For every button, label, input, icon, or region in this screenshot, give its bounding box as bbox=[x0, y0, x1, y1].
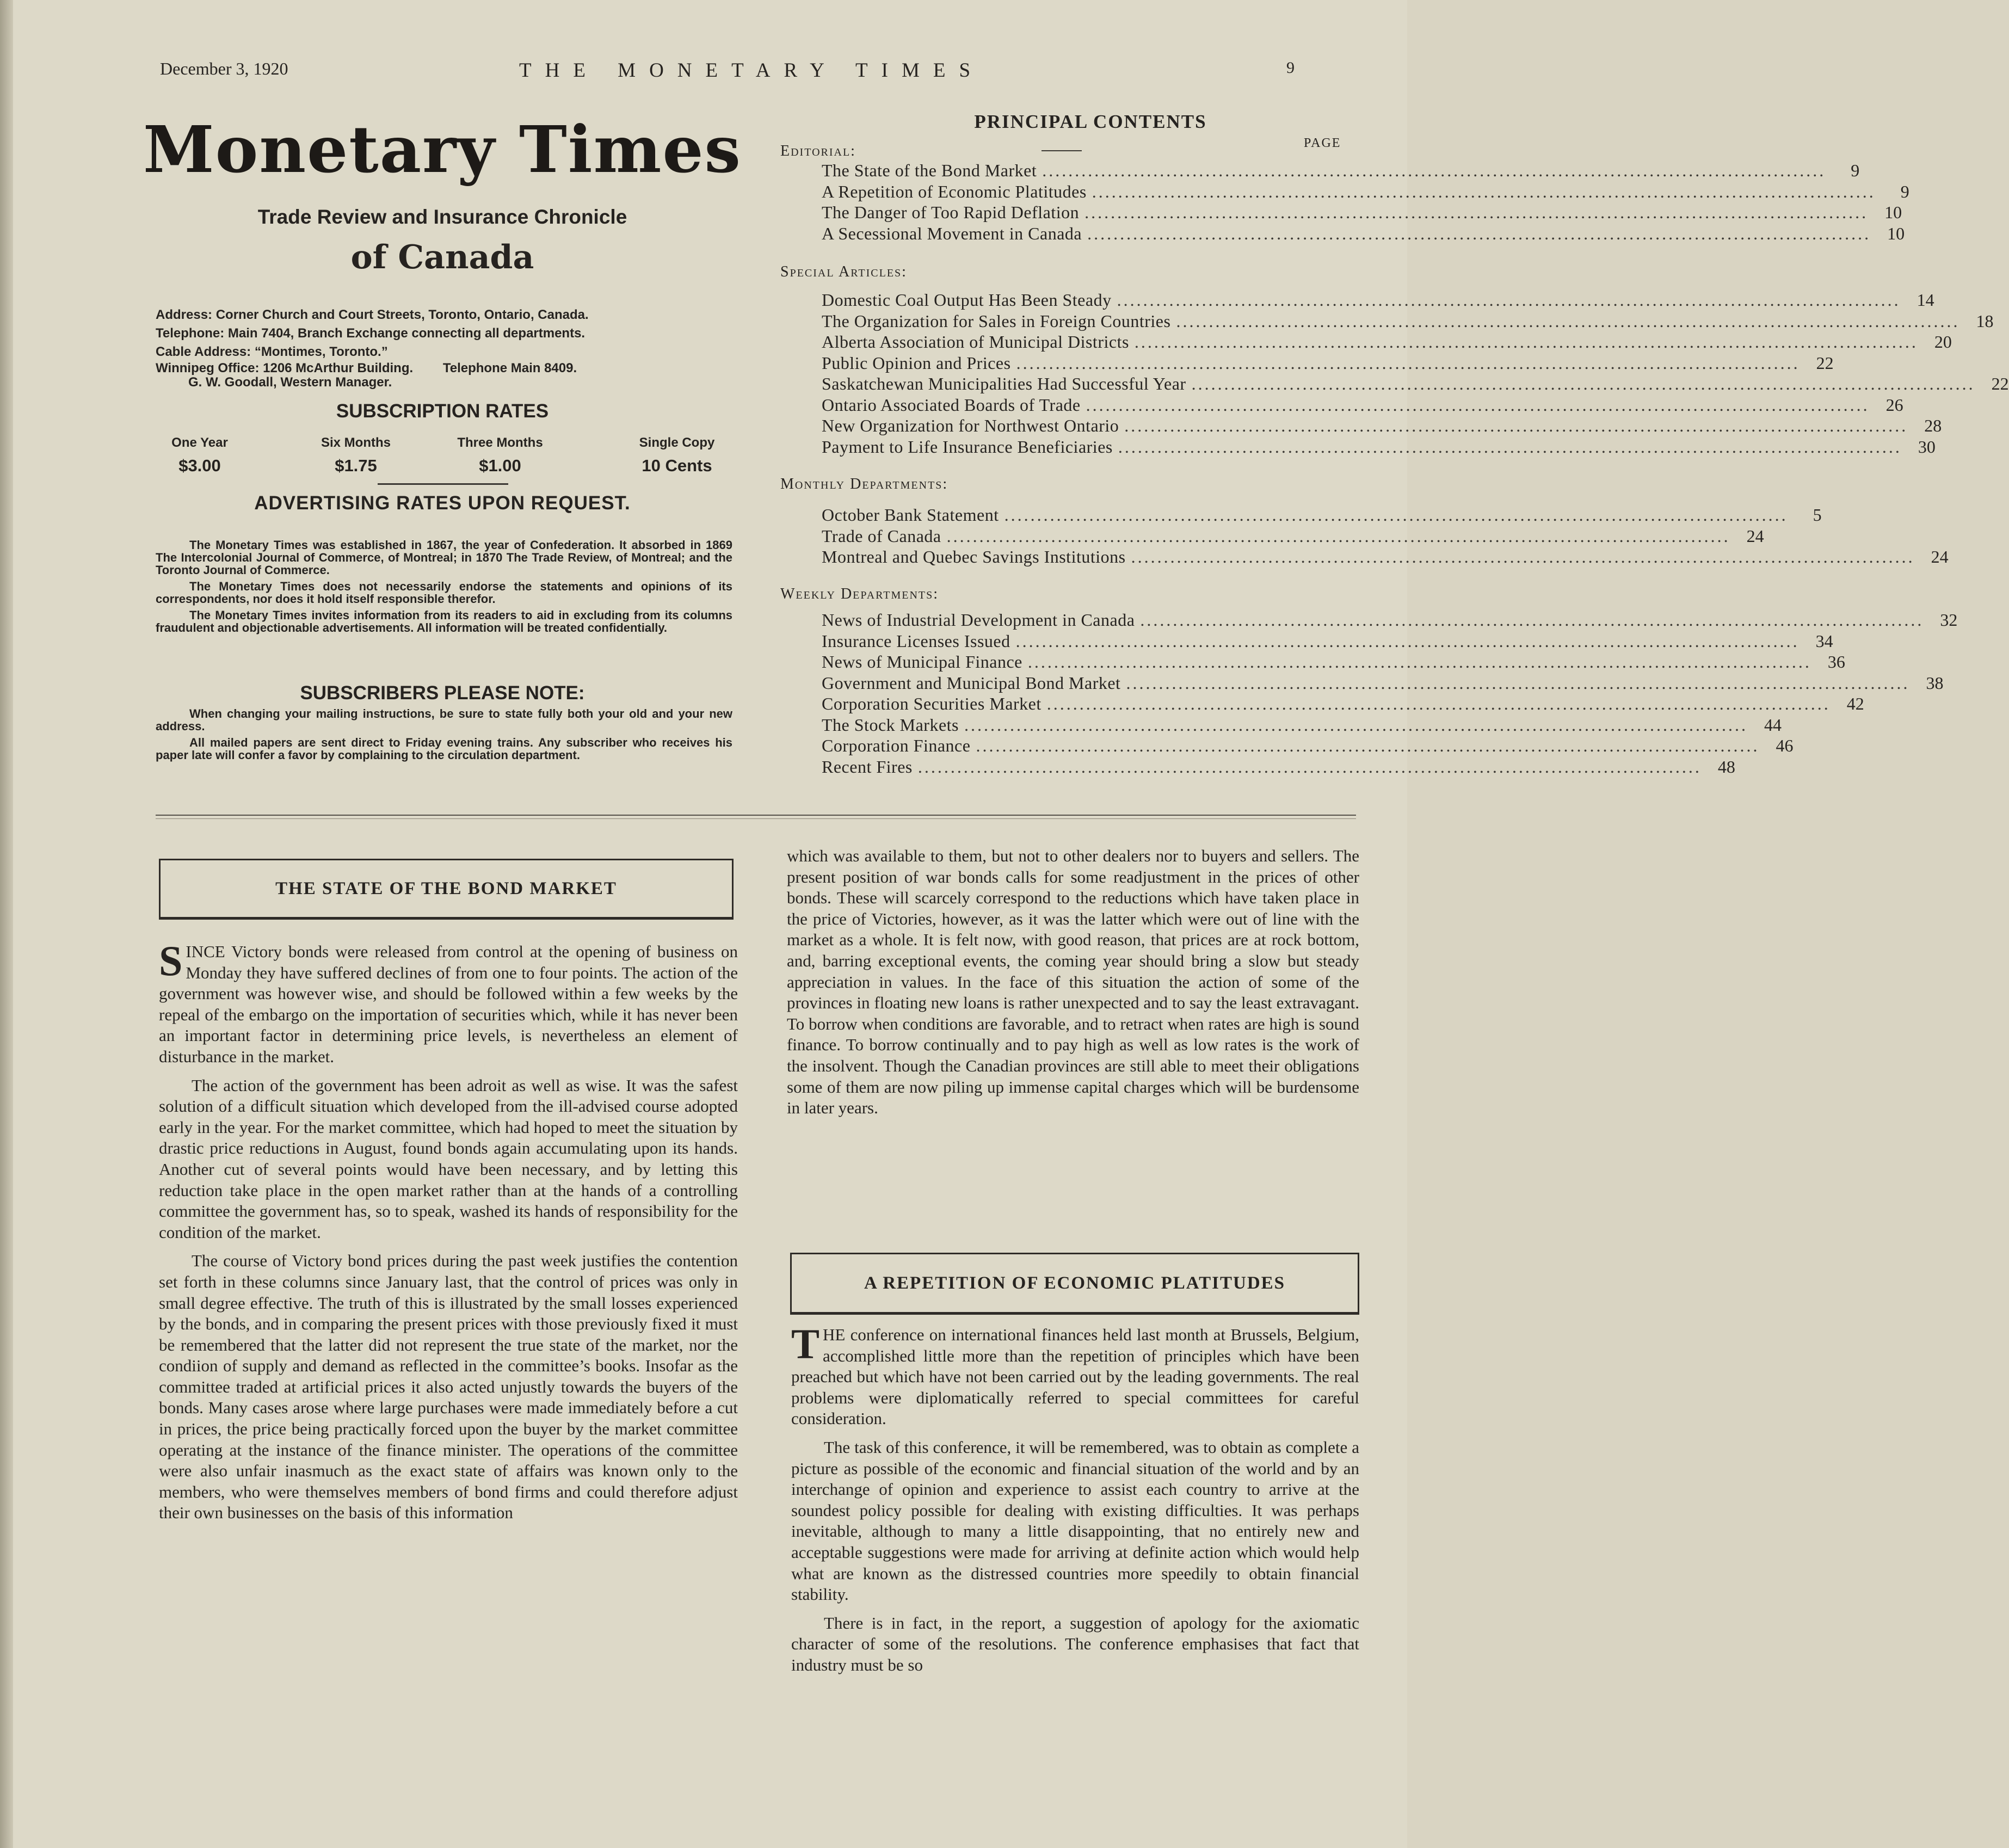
article-paragraph: The action of the government has been adroit as well as wise. It was the safest solution of a difficult situation which developed from the ill-advised course adopted early in the year. For the market committee, which had hoped to meet the situation by drastic price reductions in August, found bonds again accumulating upon its hands. Another cut of several points would have been necessary, and by letting this reduction take place in the open market rather than at the hands of a controlling committee the government has, so to speak, washed its hands of responsibility for the condition of the market. bbox=[159, 1075, 738, 1242]
publisher-notes bbox=[156, 539, 732, 638]
toc-item[interactable]: A Secessional Movement in Canada ........................................................................................................................ 10 bbox=[822, 223, 1905, 243]
toc-item[interactable]: Domestic Coal Output Has Been Steady ........................................................................................................................ 14 bbox=[822, 290, 1934, 310]
newspaper-page bbox=[13, 0, 2009, 1848]
toc-item[interactable]: The State of the Bond Market ........................................................................................................................ 9 bbox=[822, 161, 1860, 180]
article-paragraph: THE conference on international finances held last month at Brussels, Belgium, accomplished little more than the repetition of principles which have been preached but which have not been carried out by the leading governments. The real problems were diplomatically referred to special committees for careful consideration. bbox=[791, 1320, 1359, 1428]
rate-three-months: Three Months $1.00 bbox=[457, 435, 543, 475]
article-paragraph: SINCE Victory bonds were released from control at the opening of business on Monday they have suffered declines of from one to four points. The action of the government was however wise, and should be followed within a few weeks by the repeal of the embargo on the importation of securities which, while it has never been an important factor in determining price levels, is nevertheless an element of disturbance in the market. bbox=[159, 937, 738, 1066]
running-title: THE MONETARY TIMES bbox=[519, 59, 984, 82]
page-number: 9 bbox=[1286, 59, 1295, 77]
section-label-special: Special Articles: bbox=[780, 263, 907, 280]
toc-item[interactable]: Saskatchewan Municipalities Had Successful Year ........................................................................................................................ 22 bbox=[822, 374, 2009, 393]
telephone-line: Telephone: Main 7404, Branch Exchange connecting all departments. bbox=[156, 326, 586, 341]
toc-item[interactable]: Public Opinion and Prices ........................................................................................................................ 22 bbox=[822, 353, 1834, 373]
rate-single-copy: Single Copy 10 Cents bbox=[639, 435, 715, 475]
article-paragraph: There is in fact, in the report, a suggestion of apology for the axiomatic character of some of the resolutions. The conference emphasises that fact that industry must be so bbox=[791, 1613, 1359, 1674]
address-block bbox=[156, 306, 732, 390]
section-label-editorial: Editorial: bbox=[780, 143, 856, 159]
article-title-platitudes: A REPETITION OF ECONOMIC PLATITUDES bbox=[790, 1253, 1359, 1315]
address-line: Address: Corner Church and Court Streets, Toronto, Ontario, Canada. bbox=[156, 307, 589, 322]
toc-item[interactable]: October Bank Statement ........................................................................................................................ 5 bbox=[822, 505, 1822, 525]
article-paragraph: which was available to them, but not to other dealers nor to buyers and sellers. The present position of war bonds calls for some readjustment in the prices of other bonds. These will scarcely correspond to the reductions which have taken place in the price of Victories, however, as it was the latter which were out of line with the market as a whole. It is felt now, with good reason, that prices are at rock bottom, and, barring exceptional events, the coming year should bring a slow but steady appreciation in values. In the face of this situation the action of some of the provinces in floating new loans is rather unexpected and to say the least extravagant. To borrow when conditions are favorable, and to retract when rates are high is sound finance. To borrow continually and to pay high as well as low rates is the work of the insolvent. Though the Canadian provinces are still able to meet their obligations some of them are now piling up immense capital charges which will be burdensome in later years. bbox=[787, 846, 1359, 1118]
manager-line: G. W. Goodall, Western Manager. bbox=[188, 375, 392, 390]
subscribers-notes bbox=[156, 707, 732, 765]
rate-one-year: One Year $3.00 bbox=[171, 435, 228, 475]
toc-list-special bbox=[822, 289, 2009, 457]
divider bbox=[1042, 150, 1082, 151]
note-endorsement: The Monetary Times does not necessarily endorse the statements and opinions of its correspondents, nor does it hold itself responsible therefor. bbox=[156, 580, 732, 606]
subscription-heading: SUBSCRIPTION RATES bbox=[336, 401, 549, 422]
toc-item[interactable]: New Organization for Northwest Ontario ........................................................................................................................ 28 bbox=[822, 416, 1942, 435]
toc-item[interactable]: Corporation Finance ........................................................................................................................ 46 bbox=[822, 736, 1794, 755]
rate-six-months: Six Months $1.75 bbox=[321, 435, 391, 475]
toc-item[interactable]: Corporation Securities Market ........................................................................................................................ 42 bbox=[822, 694, 1864, 713]
divider bbox=[378, 483, 508, 485]
binding-gutter bbox=[0, 0, 13, 1848]
note-history: The Monetary Times was established in 1867, the year of Confederation. It absorbed in 1869 The Intercolonial Journal of Commerce, of Montreal; in 1870 The Trade Review, of Montreal; and the Toronto Journal of Commerce. bbox=[156, 538, 732, 577]
toc-item[interactable]: Insurance Licenses Issued ........................................................................................................................ 34 bbox=[822, 631, 1833, 651]
toc-item[interactable]: Alberta Association of Municipal Districts ........................................................................................................................ 20 bbox=[822, 332, 1952, 352]
cable-line: Cable Address: “Montimes, Toronto.” bbox=[156, 344, 388, 359]
toc-item[interactable]: Recent Fires ........................................................................................................................ 48 bbox=[822, 756, 1735, 777]
article-body-bond-market bbox=[159, 937, 738, 1531]
contents-page-label: PAGE bbox=[1304, 136, 1341, 150]
contents-heading: PRINCIPAL CONTENTS bbox=[974, 111, 1207, 132]
toc-item[interactable]: Ontario Associated Boards of Trade ........................................................................................................................ 26 bbox=[822, 395, 1903, 415]
toc-item[interactable]: Government and Municipal Bond Market ........................................................................................................................ 38 bbox=[822, 673, 1944, 693]
issue-date: December 3, 1920 bbox=[160, 59, 288, 78]
toc-item[interactable]: News of Industrial Development in Canada ........................................................................................................................ 32 bbox=[822, 610, 1958, 630]
toc-item[interactable]: The Stock Markets ........................................................................................................................ 44 bbox=[822, 714, 1782, 735]
section-divider bbox=[156, 818, 1356, 819]
toc-list-weekly bbox=[822, 609, 1958, 777]
masthead-subtitle: Trade Review and Insurance Chronicle bbox=[257, 206, 627, 228]
article-body-platitudes bbox=[791, 1320, 1359, 1684]
toc-item[interactable]: The Danger of Too Rapid Deflation ........................................................................................................................ 10 bbox=[822, 202, 1902, 222]
note-delivery: All mailed papers are sent direct to Friday evening trains. Any subscriber who receives his paper late will confer a favor by complaining to the circulation department. bbox=[156, 736, 732, 762]
article-paragraph: The task of this conference, it will be remembered, was to obtain as complete a picture as possible of the economic and financial situation of the world and by an interchange of opinion and experience to assist each country to arrive at the soundest policy possible for dealing with existing difficulties. It was perhaps inevitable, although to many a little disappointing, that no entirely new and acceptable suggestions were made for arriving at definite action which would help what are known as the distressed countries more speedily to obtain financial stability. bbox=[791, 1437, 1359, 1604]
section-label-monthly: Monthly Departments: bbox=[780, 476, 948, 492]
toc-list-editorial bbox=[822, 160, 1909, 244]
section-label-weekly: Weekly Departments: bbox=[780, 586, 939, 602]
note-advertisements: The Monetary Times invites information from its readers to aid in excluding from its columns fraudulent and objectionable advertisements. All information will be treated confidentially. bbox=[156, 608, 732, 635]
article-paragraph: The course of Victory bond prices during the past week justifies the contention set forth in these columns since January last, that the control of prices was only in small degree effective. The truth of this is illustrated by the small losses experienced by the bonds, and in comparing the present prices with those previously fixed it must be remembered that the latter did not represent the true state of the market, nor the condiion of supply and demand as reflected in the committee’s books. Insofar as the committee traded at artificial prices it also acted unjustly towards the buyers of the bonds. Many cases arose where large purchases were made immediately before a cut in prices, the price being practically forced upon the buyer by the market committee operating at the instance of the finance minister. The operations of the committee were also unfair inasmuch as the exact state of affairs was known only to the members, who were themselves members of bond firms and could therefore adjust their own businesses on the basis of this information bbox=[159, 1251, 738, 1523]
advertising-heading: ADVERTISING RATES UPON REQUEST. bbox=[254, 492, 631, 514]
toc-item[interactable]: A Repetition of Economic Platitudes ........................................................................................................................ 9 bbox=[822, 181, 1909, 201]
masthead-country: of Canada bbox=[350, 238, 534, 276]
note-mailing: When changing your mailing instructions, be sure to state fully both your old and your new address. bbox=[156, 707, 732, 733]
toc-item[interactable]: News of Municipal Finance ........................................................................................................................ 36 bbox=[822, 652, 1845, 672]
winnipeg-line: Winnipeg Office: 1206 McArthur Building. Telephone Main 8409. bbox=[156, 361, 577, 375]
toc-item[interactable]: Trade of Canada ........................................................................................................................ 24 bbox=[822, 526, 1764, 546]
toc-item[interactable]: The Organization for Sales in Foreign Countries ........................................................................................................................ 18 bbox=[822, 311, 1994, 331]
article-body-bond-market-continued bbox=[787, 846, 1359, 1126]
subscribers-note-heading: SUBSCRIBERS PLEASE NOTE: bbox=[300, 682, 585, 704]
toc-item[interactable]: Payment to Life Insurance Beneficiaries ........................................................................................................................ 30 bbox=[822, 436, 1936, 457]
drop-cap: S bbox=[159, 937, 183, 984]
section-divider bbox=[156, 815, 1356, 816]
toc-list-monthly bbox=[822, 504, 1949, 568]
drop-cap: T bbox=[791, 1320, 820, 1367]
toc-item[interactable]: Montreal and Quebec Savings Institutions ........................................................................................................................ 24 bbox=[822, 547, 1949, 566]
masthead-title: Monetary Times bbox=[143, 112, 742, 187]
article-title-bond-market: THE STATE OF THE BOND MARKET bbox=[159, 859, 734, 920]
